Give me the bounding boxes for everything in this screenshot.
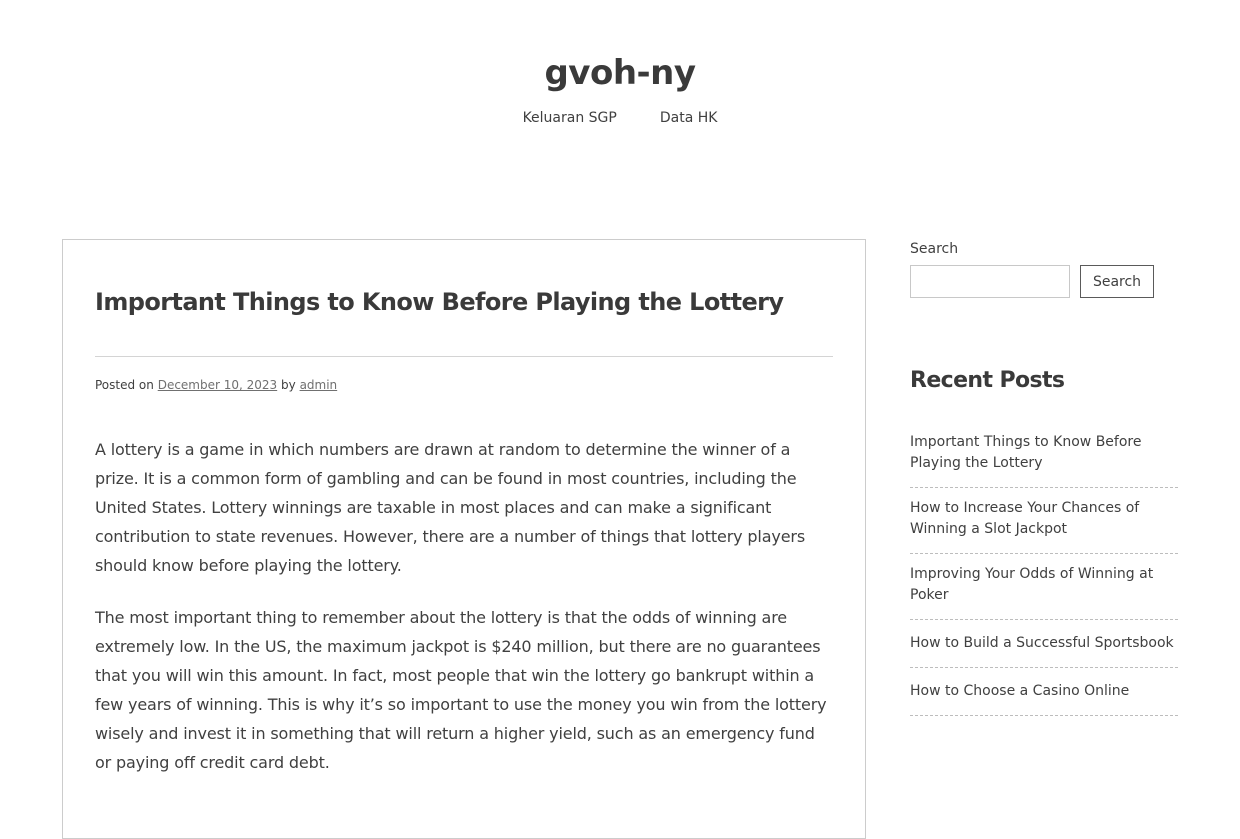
recent-posts-list — [910, 422, 1178, 716]
recent-post-link[interactable]: Improving Your Odds of Winning at Poker — [910, 554, 1178, 620]
recent-posts-title: Recent Posts — [910, 368, 1065, 393]
recent-post-link[interactable]: How to Build a Successful Sportsbook — [910, 620, 1178, 668]
post-title: Important Things to Know Before Playing the Lottery — [95, 288, 784, 316]
site-header — [0, 0, 1240, 200]
post-date-link[interactable]: December 10, 2023 — [157, 378, 278, 392]
post-paragraph: A lottery is a game in which numbers are drawn at random to determine the winner of a prize. It is a common form of gambling and can be found in most countries, including the United States. Lottery winnings are taxable in most places and can make a significant contribution to state revenues. However, there are a number of things that lottery players should know before playing the lottery. — [95, 440, 806, 575]
recent-post-link[interactable]: Important Things to Know Before Playing the Lottery — [910, 422, 1178, 488]
nav-item-keluaran-sgp[interactable]: Keluaran SGP — [522, 110, 617, 126]
post-article — [62, 239, 866, 839]
post-paragraph: The most important thing to remember about the lottery is that the odds of winning are extremely low. In the US, the maximum jackpot is $240 million, but there are no guarantees that you will win this amount. In fact, most people that win the lottery go bankrupt within a few years of winning. This is why it’s so important to use the money you win from the lottery wisely and invest it in something that will return a higher yield, such as an emergency fund or paying off credit card debt. — [95, 608, 827, 772]
post-author-link[interactable]: admin — [299, 378, 338, 392]
recent-post-link[interactable]: How to Choose a Casino Online — [910, 668, 1178, 716]
nav-item-data-hk[interactable]: Data HK — [659, 110, 718, 126]
post-content — [95, 435, 835, 800]
posted-on-label: Posted on — [95, 378, 154, 392]
post-meta — [95, 376, 337, 394]
site-title[interactable]: gvoh-ny — [544, 53, 696, 93]
search-input[interactable] — [910, 265, 1070, 298]
post-title-divider — [95, 356, 833, 357]
recent-post-link[interactable]: How to Increase Your Chances of Winning a Slot Jackpot — [910, 488, 1178, 554]
by-label: by — [281, 378, 296, 392]
search-button[interactable]: Search — [1080, 265, 1154, 298]
search-label: Search — [910, 241, 959, 257]
main-navigation — [0, 108, 1240, 128]
